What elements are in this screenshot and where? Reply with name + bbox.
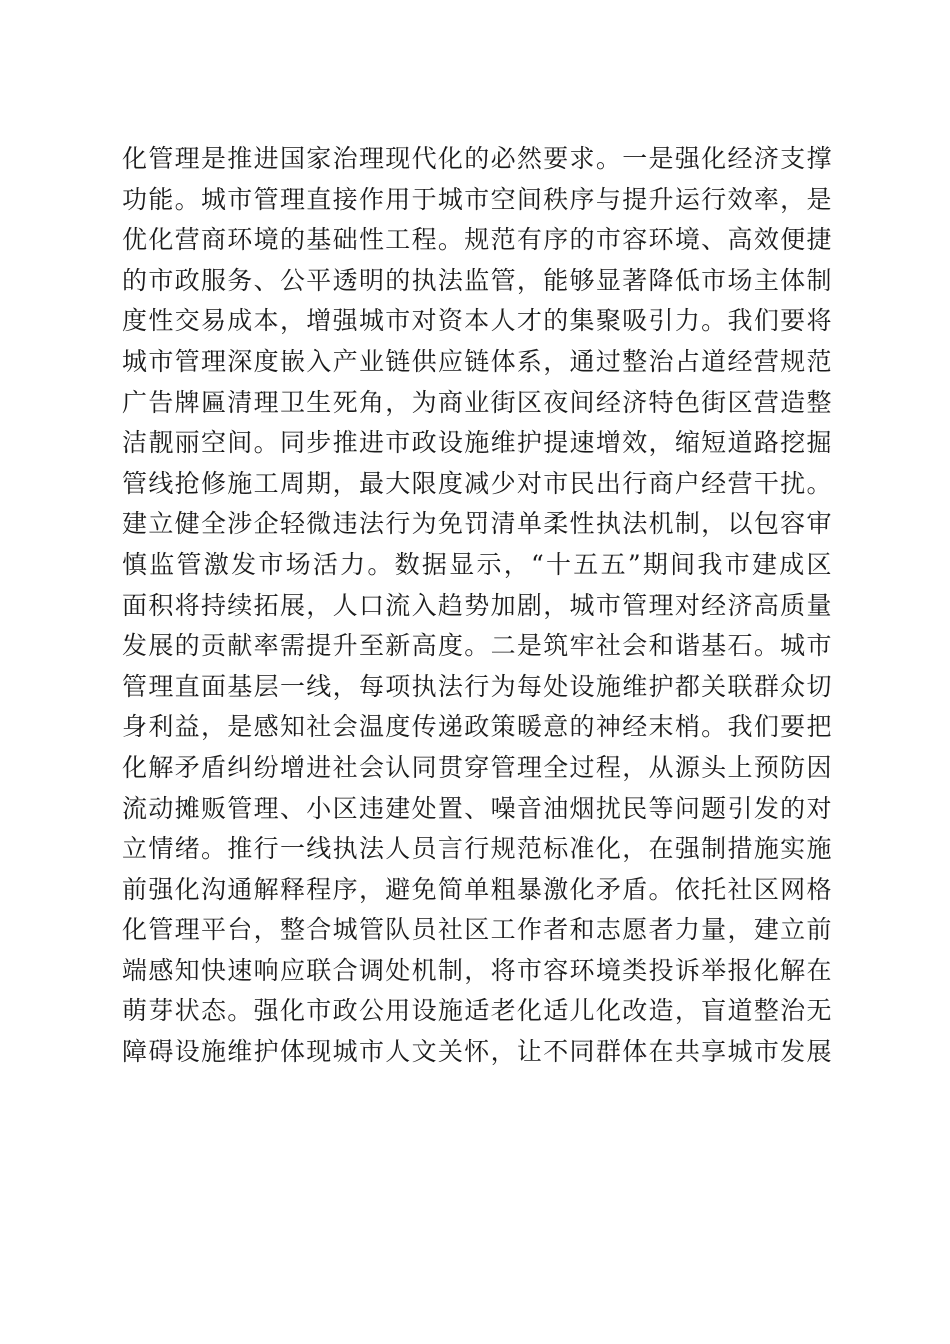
text-line: 发展的贡献率需提升至新高度。二是筑牢社会和谐基石。城市 (122, 631, 832, 661)
text-line: 洁靓丽空间。同步推进市政设施维护提速增效，缩短道路挖掘 (122, 428, 832, 458)
text-line: 的市政服务、公平透明的执法监管，能够显著降低市场主体制 (122, 265, 832, 295)
text-line: 萌芽状态。强化市政公用设施适老化适儿化改造，盲道整治无 (122, 996, 832, 1026)
text-line: 流动摊贩管理、小区违建处置、噪音油烟扰民等问题引发的对 (122, 793, 832, 823)
text-line: 建立健全涉企轻微违法行为免罚清单柔性执法机制，以包容审 (122, 509, 832, 539)
text-line: 管理直面基层一线，每项执法行为每处设施维护都关联群众切 (122, 671, 832, 701)
body-paragraph (122, 139, 832, 1073)
text-line: 障碍设施维护体现城市人文关怀，让不同群体在共享城市发展 (122, 1037, 832, 1067)
text-line: 广告牌匾清理卫生死角，为商业街区夜间经济特色街区营造整 (122, 387, 832, 417)
text-line: 管线抢修施工周期，最大限度减少对市民出行商户经营干扰。 (122, 468, 832, 498)
text-line: 化管理是推进国家治理现代化的必然要求。一是强化经济支撑 (122, 144, 832, 173)
text-line: 度性交易成本，增强城市对资本人才的集聚吸引力。我们要将 (122, 306, 832, 336)
text-line: 端感知快速响应联合调处机制，将市容环境类投诉举报化解在 (122, 955, 832, 985)
text-line: 优化营商环境的基础性工程。规范有序的市容环境、高效便捷 (122, 225, 832, 255)
text-line: 立情绪。推行一线执法人员言行规范标准化，在强制措施实施 (122, 834, 832, 864)
text-line: 功能。城市管理直接作用于城市空间秩序与提升运行效率，是 (122, 184, 832, 214)
text-line: 化管理平台，整合城管队员社区工作者和志愿者力量，建立前 (122, 915, 832, 945)
text-line: 化解矛盾纠纷增进社会认同贯穿管理全过程，从源头上预防因 (122, 752, 832, 782)
text-line: 城市管理深度嵌入产业链供应链体系，通过整治占道经营规范 (122, 346, 832, 376)
text-line: 身利益，是感知社会温度传递政策暖意的神经末梢。我们要把 (122, 712, 832, 742)
text-line: 前强化沟通解释程序，避免简单粗暴激化矛盾。依托社区网格 (122, 874, 832, 904)
text-line: 慎监管激发市场活力。数据显示，“十五五”期间我市建成区 (122, 549, 832, 579)
text-line: 面积将持续拓展，人口流入趋势加剧，城市管理对经济高质量 (122, 590, 832, 620)
